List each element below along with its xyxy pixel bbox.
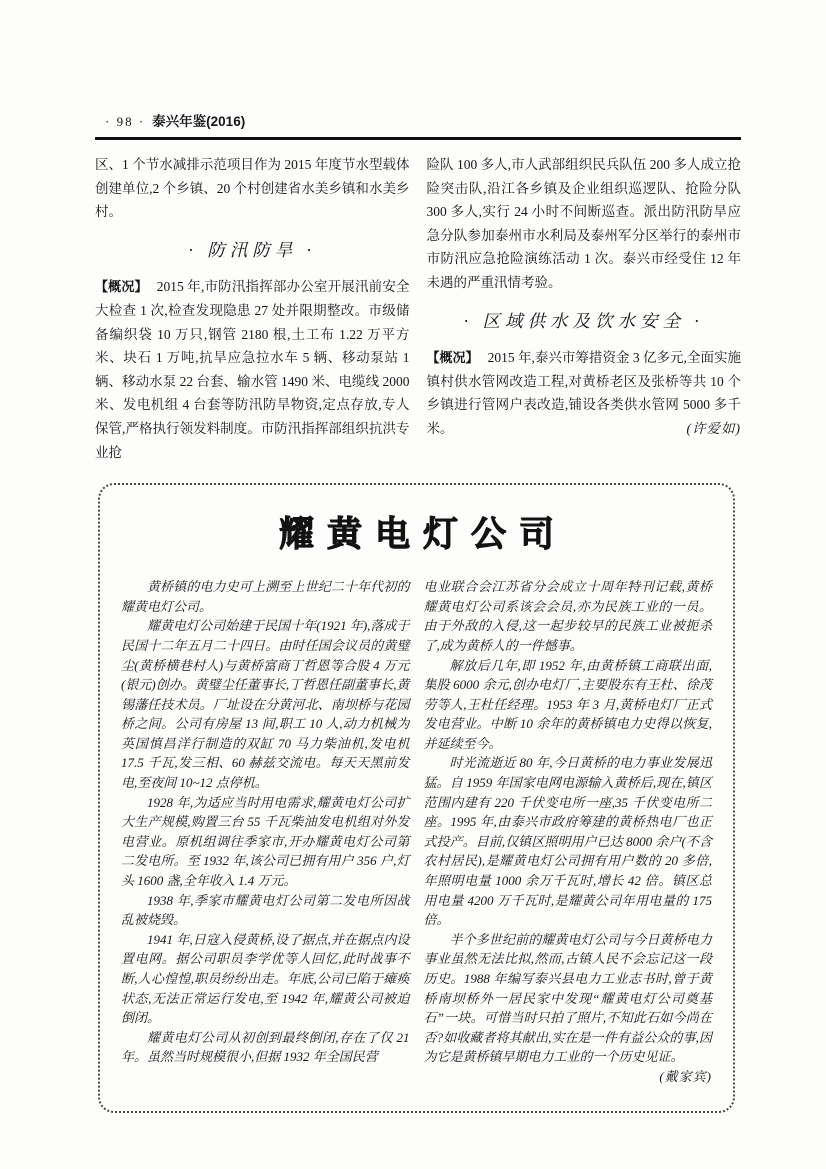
article-paragraph: 黄桥镇的电力史可上溯至上世纪二十年代初的耀黄电灯公司。 — [121, 579, 410, 614]
overview-paragraph — [427, 346, 742, 440]
continuation-paragraph: 险队 100 多人,市人武部组织民兵队伍 200 多人成立抢险突击队,沿江各乡镇及企业组织巡逻队、抢险分队 300 多人,实行 24 小时不间断巡查。派出防汛防旱应急分队参加泰州市水利局及泰州军分区举行的泰州市市防汛应急抢险演练活动 1 次。泰兴市经受住 12 年未遇的严重汛情考验。 — [426, 157, 741, 290]
overview-text: 2015 年,市防汛指挥部办公室开展汛前安全大检查 1 次,检查发现隐患 27 处并限期整改。市级储备编织袋 10 万只,钢管 2180 根,土工布 1.22 万平方米、块石 1 万吨,抗旱应急拉水车 5 辆、移动泵站 1 辆、移动水泵 22 台套、输水管 1490 米、电缆线 2000 米、发电机组 4 台套等防汛防旱物资,定点存放,专人保管,严格执行领发料制度。市防汛指挥部组织抗洪专业抢 — [95, 279, 410, 460]
overview-label: 【概况】 — [426, 350, 479, 366]
page-content — [95, 110, 741, 1113]
running-head — [95, 110, 741, 137]
article-left-column — [121, 577, 410, 1086]
section-heading-water-supply: · 区域供水及饮水安全 · — [463, 310, 704, 331]
overview-paragraph — [95, 275, 410, 464]
article-right-column — [424, 577, 713, 1086]
article-paragraph — [423, 930, 713, 1084]
article-paragraph-text: 半个多世纪前的耀黄电灯公司与今日黄桥电力事业虽然无法比拟,然而,古镇人民不会忘记这一段历史。1988 年编写泰兴县电力工业志书时,曾于黄桥南坝桥外一居民家中发现“耀黄电灯公司奠基石”一块。可惜当时只拍了照片,不知此石如今尚在否?如收藏者将其献出,实在是一件有益公众的事,因为它是黄桥镇早期电力工业的一个历史见证。 — [423, 931, 712, 1065]
top-section — [95, 153, 741, 464]
section-heading-flood-control: · 防汛防旱 · — [188, 239, 316, 260]
article-paragraph: 1938 年,季家市耀黄电灯公司第二发电所因战乱被烧毁。 — [121, 892, 410, 928]
article-paragraph: 时光流逝近 80 年,今日黄桥的电力事业发展迅猛。自 1959 年国家电网电源输入黄桥后,现在,镇区范围内建有 220 千伏变电所一座,35 千伏变电所二座。1995 年,由泰兴市政府筹建的黄桥热电厂也正式投产。目前,仅镇区照明用户已达 8000 余户(不含农村居民),是耀黄电灯公司拥有用户数的 20 多倍,年照明电量 1000 余万千瓦时,增长 42 倍。镇区总用电量 4200 万千瓦时,是耀黄公司年用电量的 175 倍。 — [423, 755, 712, 928]
right-column — [427, 153, 742, 464]
article-title: 耀黄电灯公司 — [278, 515, 567, 555]
article-box — [98, 483, 735, 1112]
article-paragraph: 解放后几年,即 1952 年,由黄桥镇工商联出面,集股 6000 余元,创办电灯厂,主要股东有王杜、徐茂劳等人,王杜任经理。1953 年 3 月,黄桥电灯厂正式发电营业。中断 10 余年的黄桥镇电力史得以恢复,并延续至今。 — [423, 657, 712, 751]
header-divider — [95, 137, 741, 140]
article-paragraph: 耀黄电灯公司从初创到最终倒闭,存在了仅 21 年。虽然当时规模很小,但据 1932 年全国民营 — [121, 1029, 410, 1065]
article-paragraph: 1928 年,为适应当时用电需求,耀黄电灯公司扩大生产规模,购置三台 55 千瓦柴油发电机组对外发电营业。原机组调往季家市,开办耀黄电灯公司第二发电所。至 1932 年,该公司已拥有用户 356 户,灯头 1600 盏,全年收入 1.4 万元。 — [121, 794, 410, 889]
overview-text: 2015 年,泰兴市筹措资金 3 亿多元,全面实施镇村供水管网改造工程,对黄桥老区及张桥等共 10 个乡镇进行管网户表改造,铺设各类供水管网 5000 多千米。 — [426, 350, 741, 436]
article-paragraph: 1941 年,日寇入侵黄桥,设了据点,并在据点内设置电网。据公司职员李学优等人回忆,此时战事不断,人心惶惶,职员纷纷出走。年底,公司已陷于瘫痪状态,无法正常运行发电,至 1942 年,耀黄公司被迫倒闭。 — [121, 931, 410, 1026]
author-byline: (许爱如) — [686, 420, 741, 436]
page-number: · 98 · — [105, 114, 146, 129]
article-columns — [121, 577, 712, 1086]
article-paragraph: 电业联合会江苏省分会成立十周年特刊记载,黄桥耀黄电灯公司系该会会员,亦为民族工业的一员。由于外敌的入侵,这一起步较早的民族工业被扼杀了,成为黄桥人的一件憾事。 — [423, 579, 712, 653]
book-title: 泰兴年鉴(2016) — [152, 114, 246, 129]
continuation-paragraph: 区、1 个节水减排示范项目作为 2015 年度节水型载体创建单位,2 个乡镇、20 个村创建省水美乡镇和水美乡村。 — [95, 157, 410, 220]
author-byline: (戴家宾) — [659, 1068, 712, 1084]
left-column — [95, 153, 410, 464]
overview-label: 【概况】 — [95, 279, 148, 295]
article-paragraph: 耀黄电灯公司始建于民国十年(1921 年),落成于民国十二年五月二十四日。由时任国会议员的黄璧尘(黄桥横巷村人)与黄桥富商丁哲恩等合股 4 万元(银元)创办。黄璧尘任董事长,丁哲恩任副董事长,黄锡藩任技术员。厂址设在分黄河北、南坝桥与花园桥之间。公司有房屋 13 间,职工 10 人,动力机械为英国慎昌洋行制造的双缸 70 马力柴油机,发电机 17.5 千瓦,发三相、60 赫兹交流电。每天天黑前发电,至夜间 10~12 点停机。 — [121, 618, 410, 791]
